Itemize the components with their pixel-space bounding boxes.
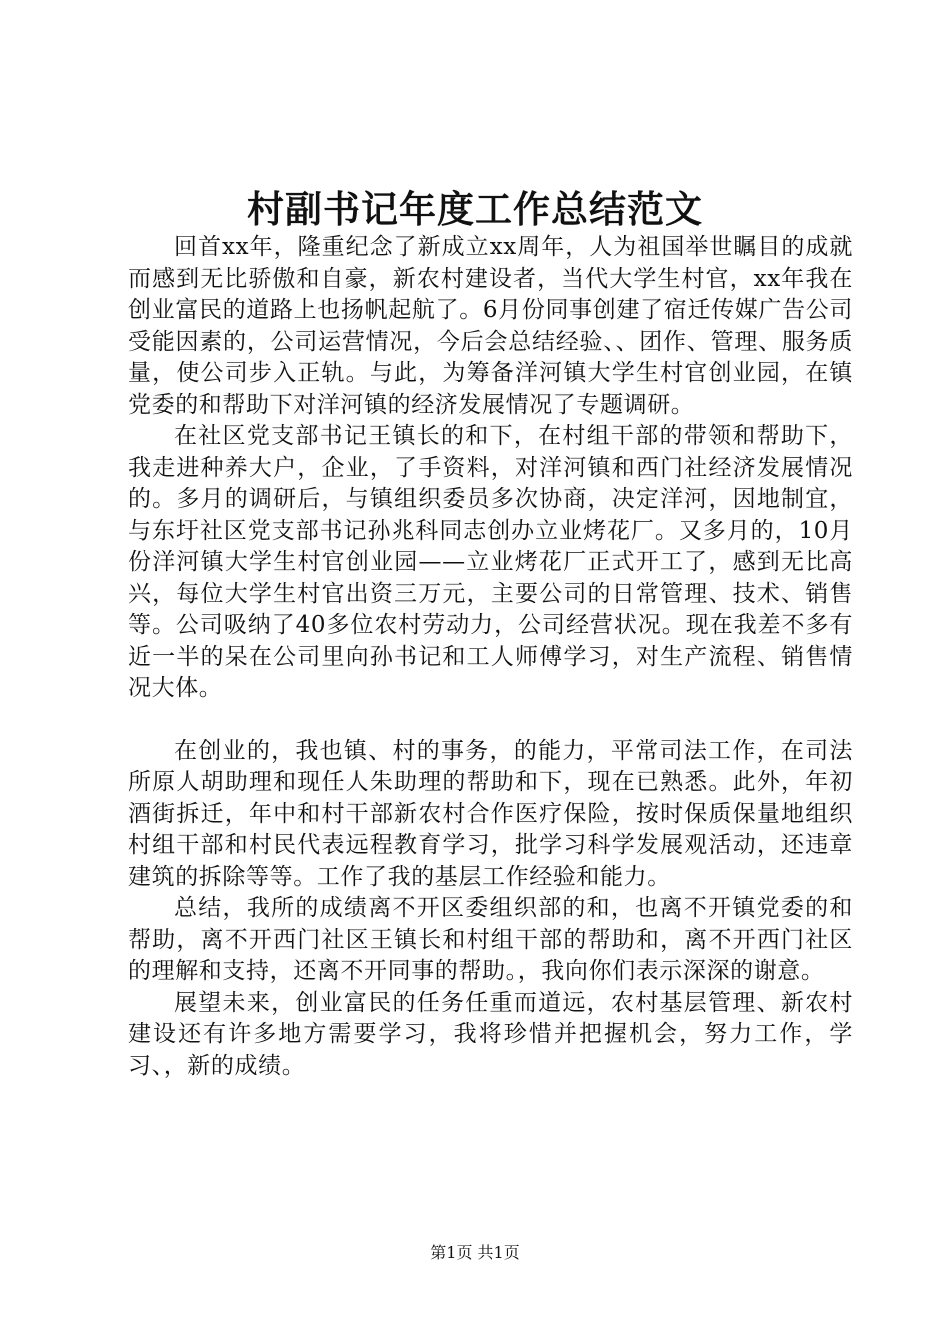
paragraph-1: 回首xx年，隆重纪念了新成立xx周年，人为祖国举世瞩目的成就而感到无比骄傲和自豪，新农村建设者，当代大学生村官，xx年我在创业富民的道路上也扬帆起航了。6月份同事创建了宿迁传媒广告公司受能因素的，公司运营情况，今后会总结经验、、团作、管理、服务质量，使公司步入正轨。与此，为筹备洋河镇大学生村官创业园，在镇党委的和帮助下对洋河镇的经济发展情况了专题调研。 xyxy=(128,234,853,418)
page-footer: 第1页 共1页 xyxy=(430,1243,520,1262)
paragraph-2: 在社区党支部书记王镇长的和下，在村组干部的带领和帮助下，我走进种养大户，企业，了手资料，对洋河镇和西门社经济发展情况的。多月的调研后，与镇组织委员多次协商，决定洋河，因地制宜，与东圩社区党支部书记孙兆科同志创办立业烤花厂。又多月的，10月份洋河镇大学生村官创业园——立业烤花厂正式开工了，感到无比高兴，每位大学生村官出资三万元，主要公司的日常管理、技术、销售等。公司吸纳了40多位农村劳动力，公司经营状况。现在我差不多有近一半的呆在公司里向孙书记和工人师傅学习，对生产流程、销售情况大体。 xyxy=(128,423,853,701)
paragraph-4: 总结，我所的成绩离不开区委组织部的和，也离不开镇党委的和帮助，离不开西门社区王镇长和村组干部的帮助和，离不开西门社区的理解和支持，还离不开同事的帮助。，我向你们表示深深的谢意。 xyxy=(128,895,853,984)
paragraph-3: 在创业的，我也镇、村的事务，的能力，平常司法工作，在司法所原人胡助理和现任人朱助理的帮助和下，现在已熟悉。此外，年初酒街拆迁，年中和村干部新农村合作医疗保险，按时保质保量地组织村组干部和村民代表远程教育学习，批学习科学发展观活动，还违章建筑的拆除等等。工作了我的基层工作经验和能力。 xyxy=(128,737,853,890)
document-body xyxy=(128,232,853,1082)
document-title: 村副书记年度工作总结范文 xyxy=(247,187,703,231)
paragraph-5: 展望未来，创业富民的任务任重而道远，农村基层管理、新农村建设还有许多地方需要学习，我将珍惜并把握机会，努力工作，学习、，新的成绩。 xyxy=(128,989,853,1079)
